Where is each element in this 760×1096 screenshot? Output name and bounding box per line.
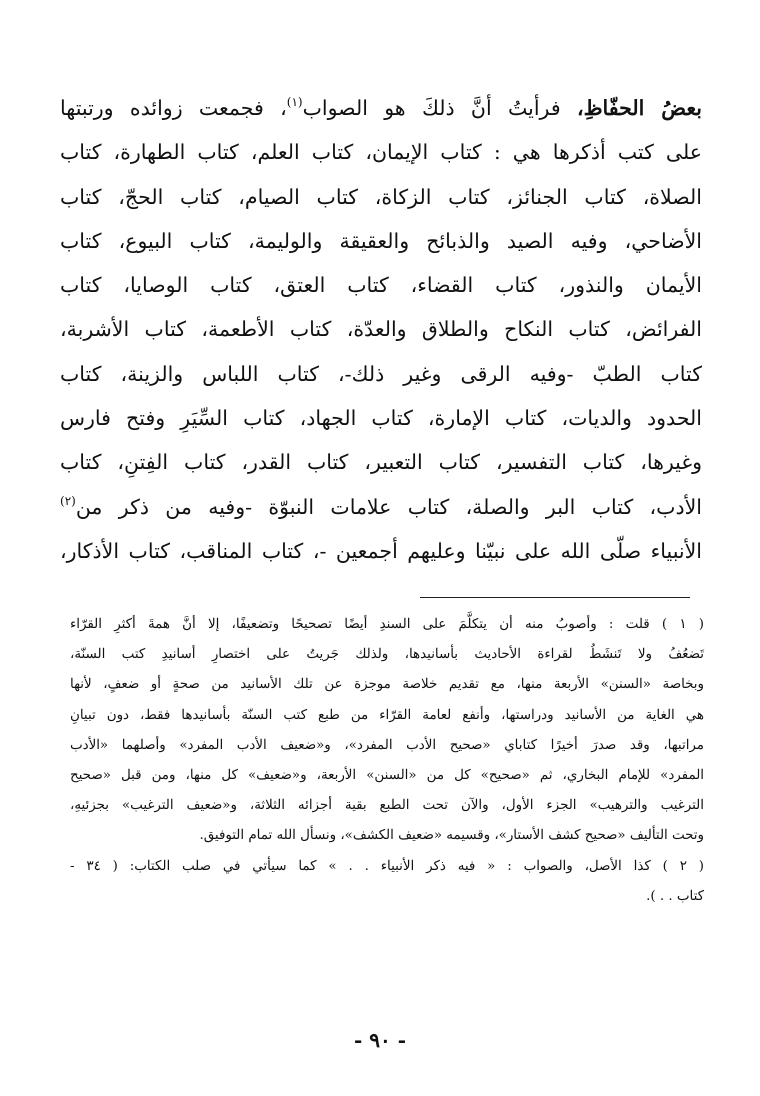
body-line-1-tail: ، فجمعت زوائده ورتبتها [60, 96, 287, 120]
body-line: الأضاحي، وفيه الصيد والذبائح والعقيقة والوليمة، كتاب البيوع، كتاب [60, 228, 702, 253]
body-line-10-text: الأدب، كتاب البر والصلة، كتاب علامات النبوّة -وفيه من ذكر من [75, 494, 702, 519]
lead-phrase: بعضُ الحفّاظِ، [576, 96, 702, 120]
main-text [60, 86, 702, 573]
body-line: على كتب أذكرها هي : كتاب الإيمان، كتاب العلم، كتاب الطهارة، كتاب [60, 140, 702, 165]
body-line: كتاب الطبّ -وفيه الرقى وغير ذلك-، كتاب اللباس والزينة، كتاب [60, 361, 702, 386]
body-line-11: الأنبياء صلّى الله على نبيّنا وعليهم أجمعين -، كتاب المناقب، كتاب الأذكار، [60, 538, 702, 563]
footnote-line: المفرد» للإمام البخاري، ثم «صحيح» كل من «السنن» الأربعة، و«ضعيف» كل منها، ومن قبل «صحيح [70, 767, 704, 783]
body-line-1 [60, 86, 702, 130]
footnote-line: هي الغاية من الأسانيد ودراستها، وأنفع لعامة القرّاء من طبع كتب السنّة بأسانيدها فقط، دون تبيانِ [70, 707, 704, 723]
footnote-line: تَضعُفُ ولا تَنشَطُ لقراءة الأحاديث بأسانيدها، ولذلك جَريتُ على اختصارِ أسانيدِ كتب السنّة، [70, 647, 704, 663]
body-line: الحدود والديات، كتاب الإمارة، كتاب الجهاد، كتاب السِّيَرِ وفتح فارس [60, 406, 702, 431]
footnote-line: كتاب . . ). [646, 888, 704, 904]
footnote-ref-2: (٢) [60, 493, 76, 508]
body-line: الفرائض، كتاب النكاح والطلاق والعدّة، كتاب الأطعمة، كتاب الأشربة، [60, 317, 702, 342]
footnote-line: مراتبها، وقد صدرَ أخيرًا كتاباي «صحيح الأدب المفرد»، و«ضعيف الأدب المفرد» وأصلهما «الأدب [70, 737, 704, 753]
body-line: الصلاة، كتاب الجنائز، كتاب الزكاة، كتاب الصيام، كتاب الحجّ، كتاب [60, 184, 702, 209]
body-line: وغيرها، كتاب التفسير، كتاب التعبير، كتاب القدر، كتاب الفِتنِ، كتاب [60, 450, 702, 475]
page-number: - ٩٠ - [353, 1028, 406, 1052]
footnote-separator [420, 597, 690, 598]
body-line-1-text: فرأيتُ أنَّ ذلكَ هو الصواب [302, 96, 561, 120]
footnote-line: الترغيب والترهيب» الجزء الأول، والآن تحت الطبع بقية أجزائه الثلاثة، و«ضعيف الترغيب» بجزئيهِ، [70, 798, 704, 814]
footnote-line: وتحت التأليف «صحيح كشف الأستار»، وقسيمه «ضعيف الكشف»، ونسأل الله تمام التوفيق. [199, 828, 704, 844]
body-line-10 [60, 485, 702, 529]
footnotes [70, 610, 704, 912]
footnote-line: ( ١ ) قلت : وأصوبُ منه أن يتكلَّمَ على السندِ أيضًا تصحيحًا وتضعيفًا، إلا أنَّ همةَ أكثرِ القرّاء [70, 617, 705, 632]
footnote-line: ( ٢ ) كذا الأصل، والصواب : « فيه ذكر الأنبياء . . » كما سيأتي في صلب الكتاب: ( ٣٤ - [70, 858, 705, 874]
footnote-line: وبخاصة «السنن» الأربعة منها، مع تقديم خلاصة موجزة عن تلك الأسانيد من صحةٍ أو ضعفٍ، لأنها [70, 677, 704, 693]
footnote-ref-1: (١) [286, 95, 303, 109]
body-line: الأيمان والنذور، كتاب القضاء، كتاب العتق، كتاب الوصايا، كتاب [60, 273, 702, 298]
